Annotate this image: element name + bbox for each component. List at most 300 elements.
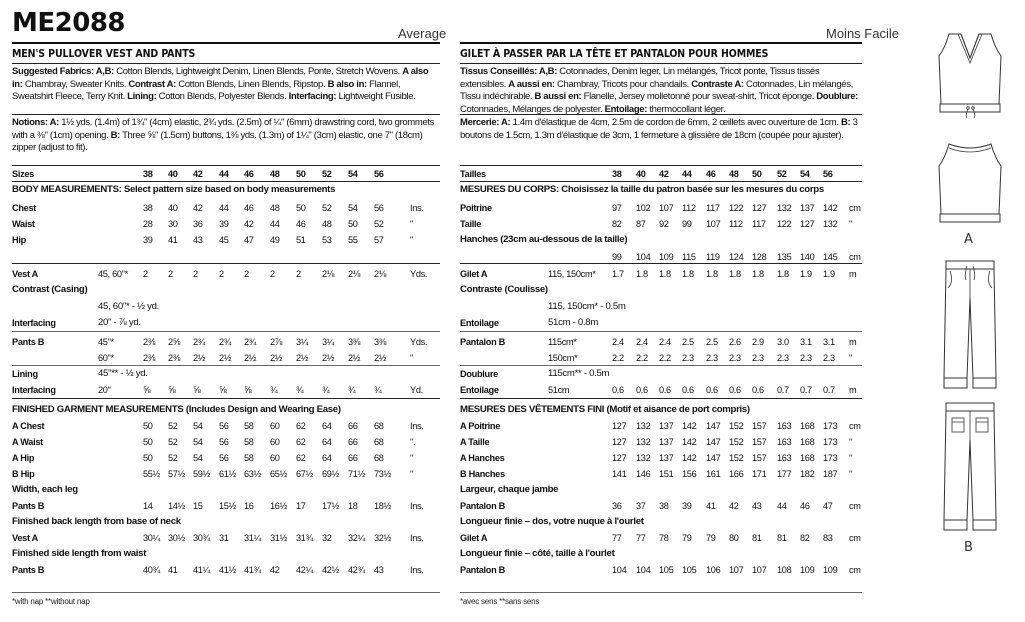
divider [460,165,862,166]
row-label: Chest [12,203,37,213]
table-cell: 69½ [322,469,339,479]
row-label: Waist [12,219,35,229]
fabric-text: Cotonnades, Mélanges de polyester. [460,103,605,115]
unit-label: cm [849,252,861,262]
finished-row [460,419,862,433]
table-cell: 1.8 [636,269,648,279]
table-cell: 54 [193,453,203,463]
table-cell: 112 [729,219,743,229]
unit-label: Yds. [410,337,428,347]
table-cell: 68 [374,437,384,447]
interfacing-value: 51cm - 0.8m [548,317,599,328]
table-cell: 132 [636,421,651,431]
notions-text: 1.4m d'élastique de 4cm, 2.5m de cordon de 6mm, 2 œillets avec ouverture de 1cm. [510,117,841,128]
unit-label: cm [849,565,861,575]
notions-label: B: [110,129,120,141]
sketch-label-b: B [964,540,973,555]
row-label: Taille [460,219,482,229]
table-cell: ¾ [348,385,356,395]
table-cell: 32 [322,533,332,543]
table-cell: 41 [706,501,716,511]
table-cell: 50 [143,421,153,431]
divider [12,592,440,593]
fabric-text: Flanelle, Jersey molletonné pour sweat-shirt, Tricot éponge. [581,91,817,102]
table-cell: 67½ [296,469,313,479]
table-cell: 137 [659,453,674,463]
table-cell: 42 [659,169,669,179]
table-cell: 3⅜ [348,337,361,347]
table-cell: 68 [374,453,384,463]
table-cell: ¾ [296,385,304,395]
table-cell: 2.3 [682,353,694,363]
table-cell: 182 [800,469,815,479]
fabric-label: Interfacing: [288,91,337,102]
table-cell: 42¼ [296,565,313,575]
table-cell: 50 [752,169,762,179]
table-cell: 157 [752,437,767,447]
table-cell: 127 [612,421,627,431]
row-label: Entoilage [460,385,499,395]
finished-row [460,467,862,481]
table-cell: 177 [777,469,792,479]
table-cell: 64 [322,421,332,431]
divider [460,63,862,64]
table-cell: ⅝ [244,385,252,395]
notions-text: 1½ yds. (1.4m) of 1¾" (4cm) elastic, 2¾ yds. (2.5m) of ¼" (6mm) drawstring cord, two grommets with a ⅜" (1cm) opening. [12,117,435,141]
divider [460,114,862,115]
body-row [12,233,440,247]
table-cell: 2.3 [823,353,835,363]
table-cell: 56 [219,453,229,463]
table-cell: 37 [636,501,646,511]
divider [12,398,440,399]
table-cell: 2.5 [682,337,694,347]
table-cell: 38 [659,501,669,511]
table-cell: 30½ [168,533,185,543]
unit-label: Ins. [410,565,424,575]
suggested-fabrics [12,66,440,104]
table-cell: 2.3 [777,353,789,363]
divider [460,592,862,593]
finished-row [12,435,440,449]
row-label: Vest A [12,533,38,543]
difficulty-level-en: Average [398,26,447,41]
table-cell: 187 [823,469,838,479]
table-cell: 106 [706,565,721,575]
table-cell: 2⅞ [270,337,283,347]
table-cell: 97 [612,203,622,213]
table-cell: 119 [706,252,720,262]
divider [12,181,440,182]
body-row [460,250,862,264]
table-cell: 65½ [270,469,287,479]
table-cell: 31¾ [296,533,313,543]
table-cell: 38 [143,169,153,179]
finished-row [460,531,862,545]
table-cell: 60 [270,437,280,447]
yardage-row [12,383,440,397]
table-cell: 80 [729,533,739,543]
vest-front-sketch [935,30,1005,120]
section-title: GILET À PASSER PAR LA TÊTE ET PANTALON POUR HOMMES [460,48,769,60]
row-label: Sizes [12,169,34,179]
finished-row [460,451,862,465]
unit-label: " [410,353,413,363]
table-cell: 108 [777,565,792,575]
unit-label: Yds. [410,269,428,279]
table-cell: 132 [636,437,651,447]
table-cell: 2.6 [729,337,741,347]
fabric-width: 115cm* [548,337,577,347]
table-cell: 36 [193,219,203,229]
contrast-label: Contraste (Coulisse) [460,284,548,295]
divider [12,263,440,264]
row-label: A Hanches [460,453,505,463]
table-cell: 40 [168,169,178,179]
table-cell: 3⅜ [374,337,387,347]
table-cell: 54 [348,203,358,213]
table-cell: 2.2 [612,353,624,363]
table-cell: 107 [706,219,721,229]
table-cell: 71½ [348,469,365,479]
table-cell: 2.4 [659,337,671,347]
footnote: *with nap **without nap [12,597,90,606]
table-cell: 163 [777,421,792,431]
table-cell: 1.8 [729,269,741,279]
table-cell: 66 [348,421,358,431]
table-cell: 1.8 [706,269,718,279]
finished-measurements-title: FINISHED GARMENT MEASUREMENTS (Includes Design and Wearing Ease) [12,404,341,415]
pants-back-sketch [940,400,1000,540]
fabric-label: Suggested Fabrics: A,B: [12,66,114,77]
unit-label: Ins. [410,533,424,543]
table-cell: 41 [168,235,178,245]
table-cell: 48 [270,169,280,179]
table-cell: 39 [682,501,692,511]
table-cell: 78 [659,533,669,543]
table-cell: ⅝ [219,385,227,395]
table-cell: 2½ [193,353,206,363]
fabric-text: Cotton Blends, Linen Blends, Ripstop. [175,78,328,90]
table-cell: 104 [636,565,651,575]
table-cell: 2½ [348,353,361,363]
table-cell: ⅝ [143,385,151,395]
table-cell: 56 [823,169,833,179]
fabric-label: A aussi en: [508,78,555,90]
unit-label: " [849,353,852,363]
table-cell: 102 [636,203,651,213]
table-cell: 127 [752,203,767,213]
table-cell: 32½ [374,533,391,543]
table-cell: 122 [729,203,744,213]
sketch-label-a: A [964,232,973,247]
table-cell: 77 [612,533,622,543]
table-cell: 2½ [374,353,387,363]
table-cell: 117 [706,203,720,213]
table-cell: 2 [270,269,275,279]
table-cell: 44 [219,203,229,213]
divider [460,331,862,332]
table-cell: 14½ [168,501,185,511]
title-rule [460,42,862,44]
table-cell: 81 [777,533,787,543]
fabric-label: Contraste A: [691,78,744,90]
table-cell: 15½ [219,501,236,511]
fabric-text: Cotonnades, Lin mélangés, Tissu indéchirable. [460,78,853,102]
table-cell: 42 [729,501,739,511]
table-cell: 30¾ [193,533,210,543]
table-cell: 141 [612,469,627,479]
table-cell: 137 [659,421,674,431]
table-cell: 58 [244,453,254,463]
table-cell: 145 [823,252,838,262]
row-label: Pants B [12,337,45,347]
finished-row [12,451,440,465]
table-cell: 42 [270,565,280,575]
table-cell: 132 [636,453,651,463]
table-cell: 81 [752,533,762,543]
table-cell: 2½ [296,353,309,363]
interfacing-row [460,316,862,330]
table-cell: 105 [659,565,674,575]
unit-label: " [410,235,413,245]
table-cell: 44 [682,169,692,179]
table-cell: 14 [143,501,153,511]
table-cell: 2 [143,269,148,279]
table-cell: 30¼ [143,533,160,543]
finished-row [12,499,440,513]
table-cell: 127 [612,437,627,447]
contrast-value: 115, 150cm* - 0.5m [548,301,626,312]
table-cell: 117 [752,219,766,229]
table-cell: 1.8 [682,269,694,279]
table-cell: 43 [374,565,384,575]
table-cell: 127 [612,453,627,463]
width-title: Largeur, chaque jambe [460,484,559,495]
table-cell: 112 [682,203,696,213]
back-length-title: Longueur finie – dos, votre nuque à l'ourlet [460,516,644,527]
table-cell: 99 [682,219,692,229]
finished-row [460,499,862,513]
fabric-width: 115, 150cm* [548,269,596,279]
table-cell: 51 [296,235,306,245]
unit-label: " [849,437,852,447]
table-cell: 52 [374,219,384,229]
table-cell: 62 [296,437,306,447]
pants-front-sketch [940,258,1000,398]
table-cell: 173 [823,437,838,447]
table-cell: 137 [659,437,674,447]
table-cell: 1.9 [800,269,812,279]
table-cell: 56 [374,203,384,213]
table-cell: 18½ [374,501,391,511]
row-label: Tailles [460,169,486,179]
table-cell: 40 [636,169,646,179]
title-rule [12,42,440,44]
table-cell: 43 [752,501,762,511]
table-cell: 2½ [219,353,232,363]
table-cell: 109 [659,252,674,262]
notions [12,117,440,155]
table-cell: 2⅝ [168,337,181,347]
table-cell: 66 [348,437,358,447]
interfacing-value: 20" - ⅞ yd. [98,317,141,328]
table-cell: 87 [636,219,646,229]
table-cell: 142 [682,421,697,431]
table-cell: 41¾ [244,565,261,575]
table-cell: 32¼ [348,533,365,543]
table-cell: 142 [682,453,697,463]
unit-label: m [849,269,857,279]
table-cell: 54 [800,169,810,179]
table-cell: 152 [729,453,744,463]
table-cell: 42 [193,169,203,179]
table-cell: 45 [219,235,229,245]
table-cell: 50 [143,437,153,447]
body-measurements-title: BODY MEASUREMENTS: Select pattern size based on body measurements [12,184,336,195]
table-cell: 54 [193,437,203,447]
divider [460,365,862,366]
table-cell: 142 [682,437,697,447]
table-cell: 82 [612,219,622,229]
table-cell: 2.4 [636,337,648,347]
table-cell: 156 [682,469,697,479]
table-cell: 28 [143,219,153,229]
row-label: Interfacing [12,385,56,395]
table-cell: 79 [706,533,716,543]
table-cell: 36 [612,501,622,511]
table-cell: 52 [168,437,178,447]
notions-label: B: [840,117,851,128]
table-cell: 53 [322,235,332,245]
body-row [12,217,440,231]
table-cell: 44 [777,501,787,511]
table-cell: 2.2 [659,353,671,363]
table-cell: 49 [270,235,280,245]
table-cell: 17½ [322,501,339,511]
table-cell: 163 [777,453,792,463]
row-label: Interfacing [12,318,56,328]
pattern-code: ME2088 [12,8,125,38]
table-cell: 56 [219,437,229,447]
finished-measurements-title: MESURES DES VÊTEMENTS FINI (Motif et aisance de port compris) [460,404,750,415]
table-cell: 61½ [219,469,236,479]
table-cell: 2⅜ [143,353,156,363]
table-cell: 64 [322,453,332,463]
yardage-row [12,267,440,281]
body-measurements-title: MESURES DU CORPS: Choisissez la taille du patron basée sur les mesures du corps [460,184,824,195]
unit-label: Yd. [410,385,423,395]
table-cell: 105 [682,565,697,575]
table-cell: 63½ [244,469,261,479]
table-cell: 41¼ [193,565,210,575]
table-cell: 48 [270,203,280,213]
table-cell: 147 [706,437,721,447]
table-cell: 3¼ [296,337,309,347]
table-cell: 173 [823,421,838,431]
unit-label: m [849,385,857,395]
table-cell: 2.3 [706,353,718,363]
yardage-row [460,335,862,349]
divider [12,114,440,115]
notions-label: Mercerie: A: [460,117,511,128]
unit-label: " [410,219,413,229]
divider [12,331,440,332]
row-label: Pantalon B [460,501,505,511]
divider [460,263,862,264]
table-cell: 3.1 [823,337,835,347]
table-cell: 2 [244,269,249,279]
table-cell: 0.6 [729,385,741,395]
table-cell: 52 [168,453,178,463]
fabric-text: Chambray, Tricots pour chandails. [554,78,692,90]
table-cell: 38 [143,203,153,213]
table-cell: 2.3 [729,353,741,363]
finished-row [12,467,440,481]
yardage-row [460,351,862,365]
table-cell: 57 [374,235,384,245]
difficulty-level-fr: Moins Facile [826,26,899,41]
table-cell: 171 [752,469,767,479]
table-cell: 142 [823,203,838,213]
table-cell: 47 [244,235,254,245]
fabric-label: B aussi en: [534,91,582,102]
divider [12,165,440,166]
fabric-text: Lightweight Fusible. [336,91,416,102]
table-cell: 52 [777,169,787,179]
fabric-label: Lining: [127,91,157,102]
notions-text: Three ⅝" (1.5cm) buttons, 1⅜ yds. (1.3m) of 1¼" (3cm) elastic, one 7" (18cm) zipper (adjust to fit). [12,129,423,153]
table-cell: 157 [752,453,767,463]
table-cell: 135 [777,252,792,262]
fabric-text: Cotton Blends, Polyester Blends. [156,91,289,102]
unit-label: Ins. [410,421,424,431]
fabric-width: 51cm [548,385,570,395]
table-cell: 55½ [143,469,160,479]
table-cell: ¾ [374,385,382,395]
table-cell: 39 [143,235,153,245]
table-cell: 39 [219,219,229,229]
table-cell: 64 [322,437,332,447]
table-cell: 2½ [244,353,257,363]
fabric-text: Chambray, Sweater Knits. [22,78,129,90]
table-cell: 3.0 [777,337,789,347]
row-label: Entoilage [460,318,499,328]
table-cell: 157 [752,421,767,431]
width-title: Width, each leg [12,484,78,495]
unit-label: cm [849,501,861,511]
unit-label: m [849,337,857,347]
table-cell: 107 [752,565,767,575]
table-cell: 73½ [374,469,391,479]
table-cell: ¾ [270,385,278,395]
table-cell: 0.7 [823,385,835,395]
table-cell: 68 [374,421,384,431]
unit-label: cm [849,421,861,431]
unit-label: cm [849,203,861,213]
fabric-text: Cotonnades, Denim leger, Lin mélangés, Tricot ponte, Tissus tissés extensibles. [460,66,820,90]
table-cell: 2.2 [636,353,648,363]
table-cell: 99 [612,252,622,262]
row-label: A Waist [12,437,43,447]
lining-value: 45"** - ½ yd. [98,368,148,379]
table-cell: 1.8 [752,269,764,279]
table-cell: 54 [348,169,358,179]
table-cell: 50 [296,169,306,179]
table-cell: 2⅛ [374,269,387,279]
table-cell: 2½ [270,353,283,363]
unit-label: cm [849,533,861,543]
